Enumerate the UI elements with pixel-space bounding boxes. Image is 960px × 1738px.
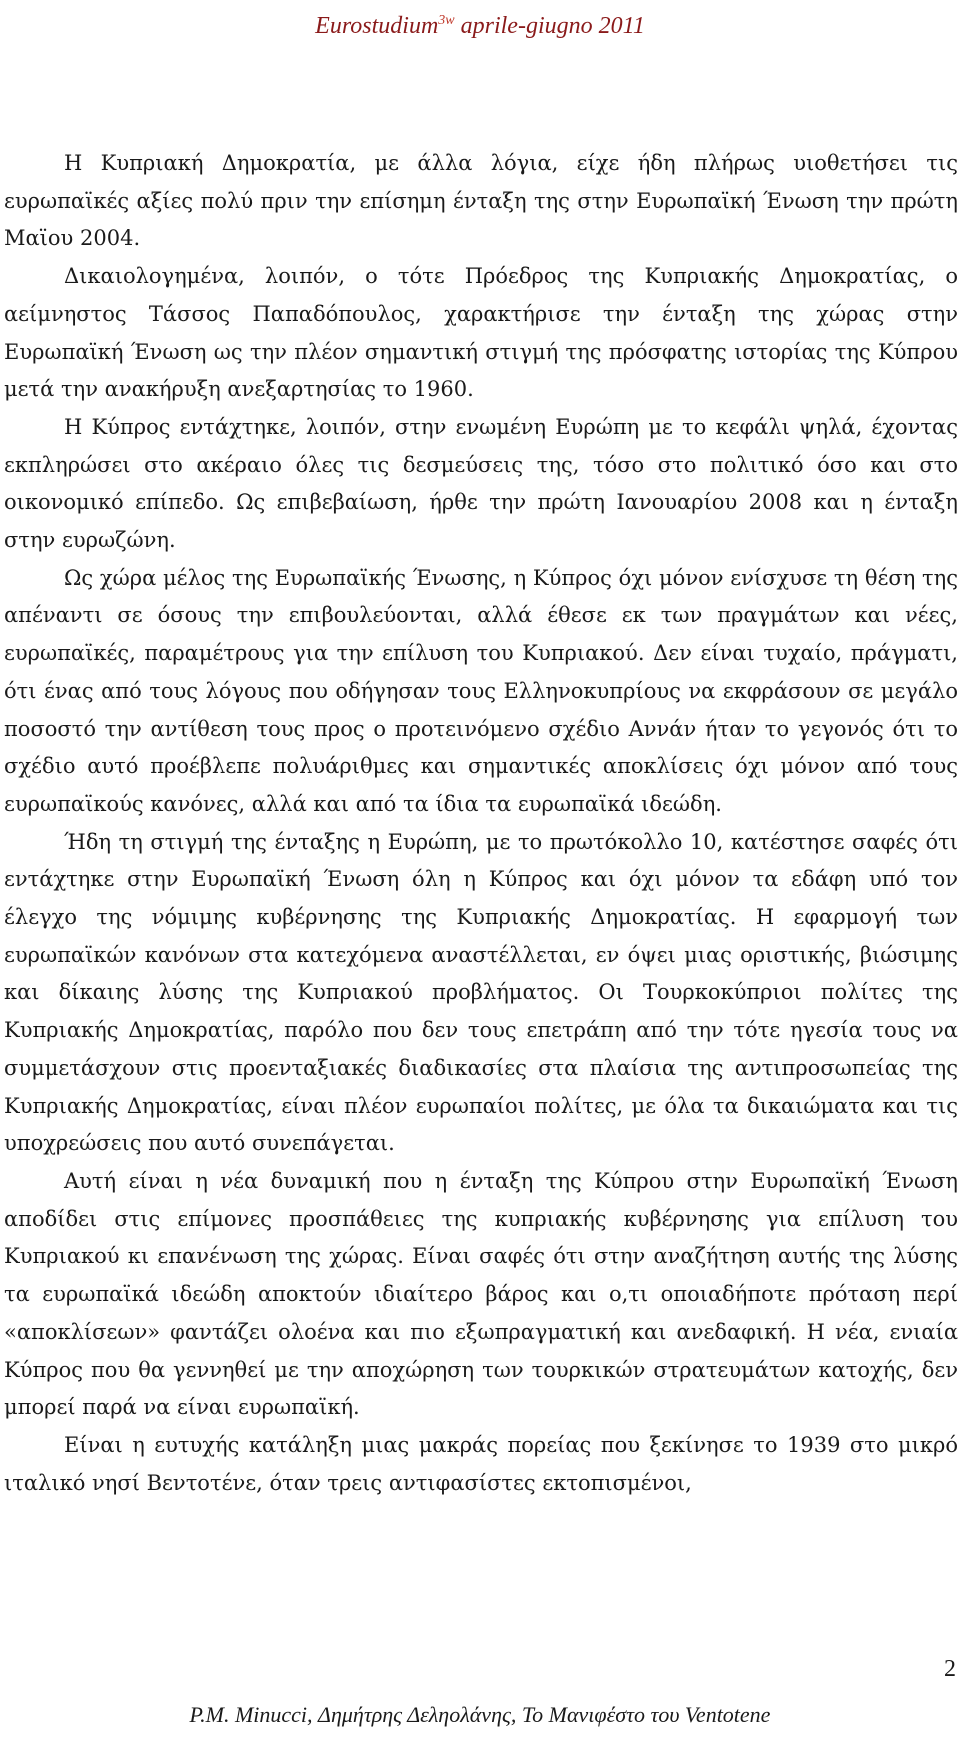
running-footer: P.M. Minucci, Δημήτρης Δεληολάνης, Το Μανιφέστο του Ventotene (189, 1702, 771, 1727)
paragraph-5: Ήδη τη στιγμή της ένταξης η Ευρώπη, με το πρωτόκολλο 10, κατέστησε σαφές ότι εντάχτηκε στην Ευρωπαϊκή Ένωση όλη η Κύπρος και όχι μόνον τα εδάφη υπό τον έλεγχο της νόμιμης κυβέρνησης της Κυπριακής Δημοκρατίας. Η εφαρμογή των ευρωπαϊκών κανόνων στα κατεχόμενα αναστέλλεται, εν όψει μιας οριστικής, βιώσιμης και δίκαιης λύσης της Κυπριακού προβλήματος. Οι Τουρκοκύπριοι πολίτες της Κυπριακής Δημοκρατίας, παρόλο που δεν τους επετράπη από την τότε ηγεσία τους να συμμετάσχουν στις προενταξιακές διαδικασίες στα πλαίσια της αντιπροσωπείας της Κυπριακής Δημοκρατίας, είναι πλέον ευρωπαίοι πολίτες, με όλα τα δικαιώματα και τις υποχρεώσεις που αυτό συνεπάγεται. (4, 829, 958, 1156)
journal-superscript: 3w (438, 13, 455, 28)
paragraph-4: Ως χώρα μέλος της Ευρωπαϊκής Ένωσης, η Κύπρος όχι μόνον ενίσχυσε τη θέση της απέναντι σε όσους την επιβουλεύονται, αλλά έθεσε εκ των πραγμάτων και νέες, ευρωπαϊκές, παραμέτρους για την επίλυση του Κυπριακού. Δεν είναι τυχαίο, πράγματι, ότι ένας από τους λόγους που οδήγησαν τους Ελληνοκυπρίους να εκφράσουν σε μεγάλο ποσοστό την αντίθεση τους προς ο προτεινόμενο σχέδιο Αννάν ήταν το γεγονός ότι το σχέδιο αυτό προέβλεπε πολυάριθμες και σημαντικές αποκλίσεις όχι μόνον από τους ευρωπαϊκούς κανόνες, αλλά και από τα ίδια τα ευρωπαϊκά ιδεώδη. (4, 565, 958, 816)
issue-date: aprile-giugno 2011 (454, 13, 645, 39)
running-header (0, 6, 960, 41)
paragraph-2: Δικαιολογημένα, λοιπόν, ο τότε Πρόεδρος της Κυπριακής Δημοκρατίας, ο αείμνηστος Τάσσος Παπαδόπουλος, χαρακτήρισε την ένταξη της χώρας στην Ευρωπαϊκή Ένωση ως την πλέον σημαντική στιγμή της πρόσφατης ιστορίας της Κύπρου μετά την ανακήρυξη ανεξαρτησίας το 1960. (4, 264, 958, 402)
page-number: 2 (944, 1656, 956, 1682)
journal-name: Eurostudium (315, 13, 439, 39)
paragraph-6: Αυτή είναι η νέα δυναμική που η ένταξη της Κύπρου στην Ευρωπαϊκή Ένωση αποδίδει στις επίμονες προσπάθειες της κυπριακής κυβέρνησης για επίλυση του Κυπριακού κι επανένωση της χώρας. Είναι σαφές ότι στην αναζήτηση αυτής της λύσης τα ευρωπαϊκά ιδεώδη αποκτούν ιδιαίτερο βάρος και ο,τι οποιαδήποτε πρόταση περί «αποκλίσεων» φαντάζει ολοένα και πιο εξωπραγματική και ανεδαφική. Η νέα, ενιαία Κύπρος που θα γεννηθεί με την αποχώρηση των τουρκικών στρατευμάτων κατοχής, δεν μπορεί παρά να είναι ευρωπαϊκή. (4, 1168, 958, 1420)
article-body (4, 145, 958, 1502)
paragraph-7: Είναι η ευτυχής κατάληξη μιας μακράς πορείας που ξεκίνησε το 1939 στο μικρό ιταλικό νησί Βεντοτένε, όταν τρεις αντιφασίστες εκτοπισμένοι, (4, 1432, 958, 1495)
paragraph-1: Η Κυπριακή Δημοκρατία, με άλλα λόγια, είχε ήδη πλήρως υιοθετήσει τις ευρωπαϊκές αξίες πολύ πριν την επίσημη ένταξη της στην Ευρωπαϊκή Ένωση την πρώτη Μαϊου 2004. (4, 151, 958, 251)
paragraph-3: Η Κύπρος εντάχτηκε, λοιπόν, στην ενωμένη Ευρώπη με το κεφάλι ψηλά, έχοντας εκπληρώσει στο ακέραιο όλες τις δεσμεύσεις της, τόσο στο πολιτικό όσο και στο οικονομικό επίπεδο. Ως επιβεβαίωση, ήρθε την πρώτη Ιανουαρίου 2008 και η ένταξη στην ευρωζώνη. (4, 414, 958, 553)
